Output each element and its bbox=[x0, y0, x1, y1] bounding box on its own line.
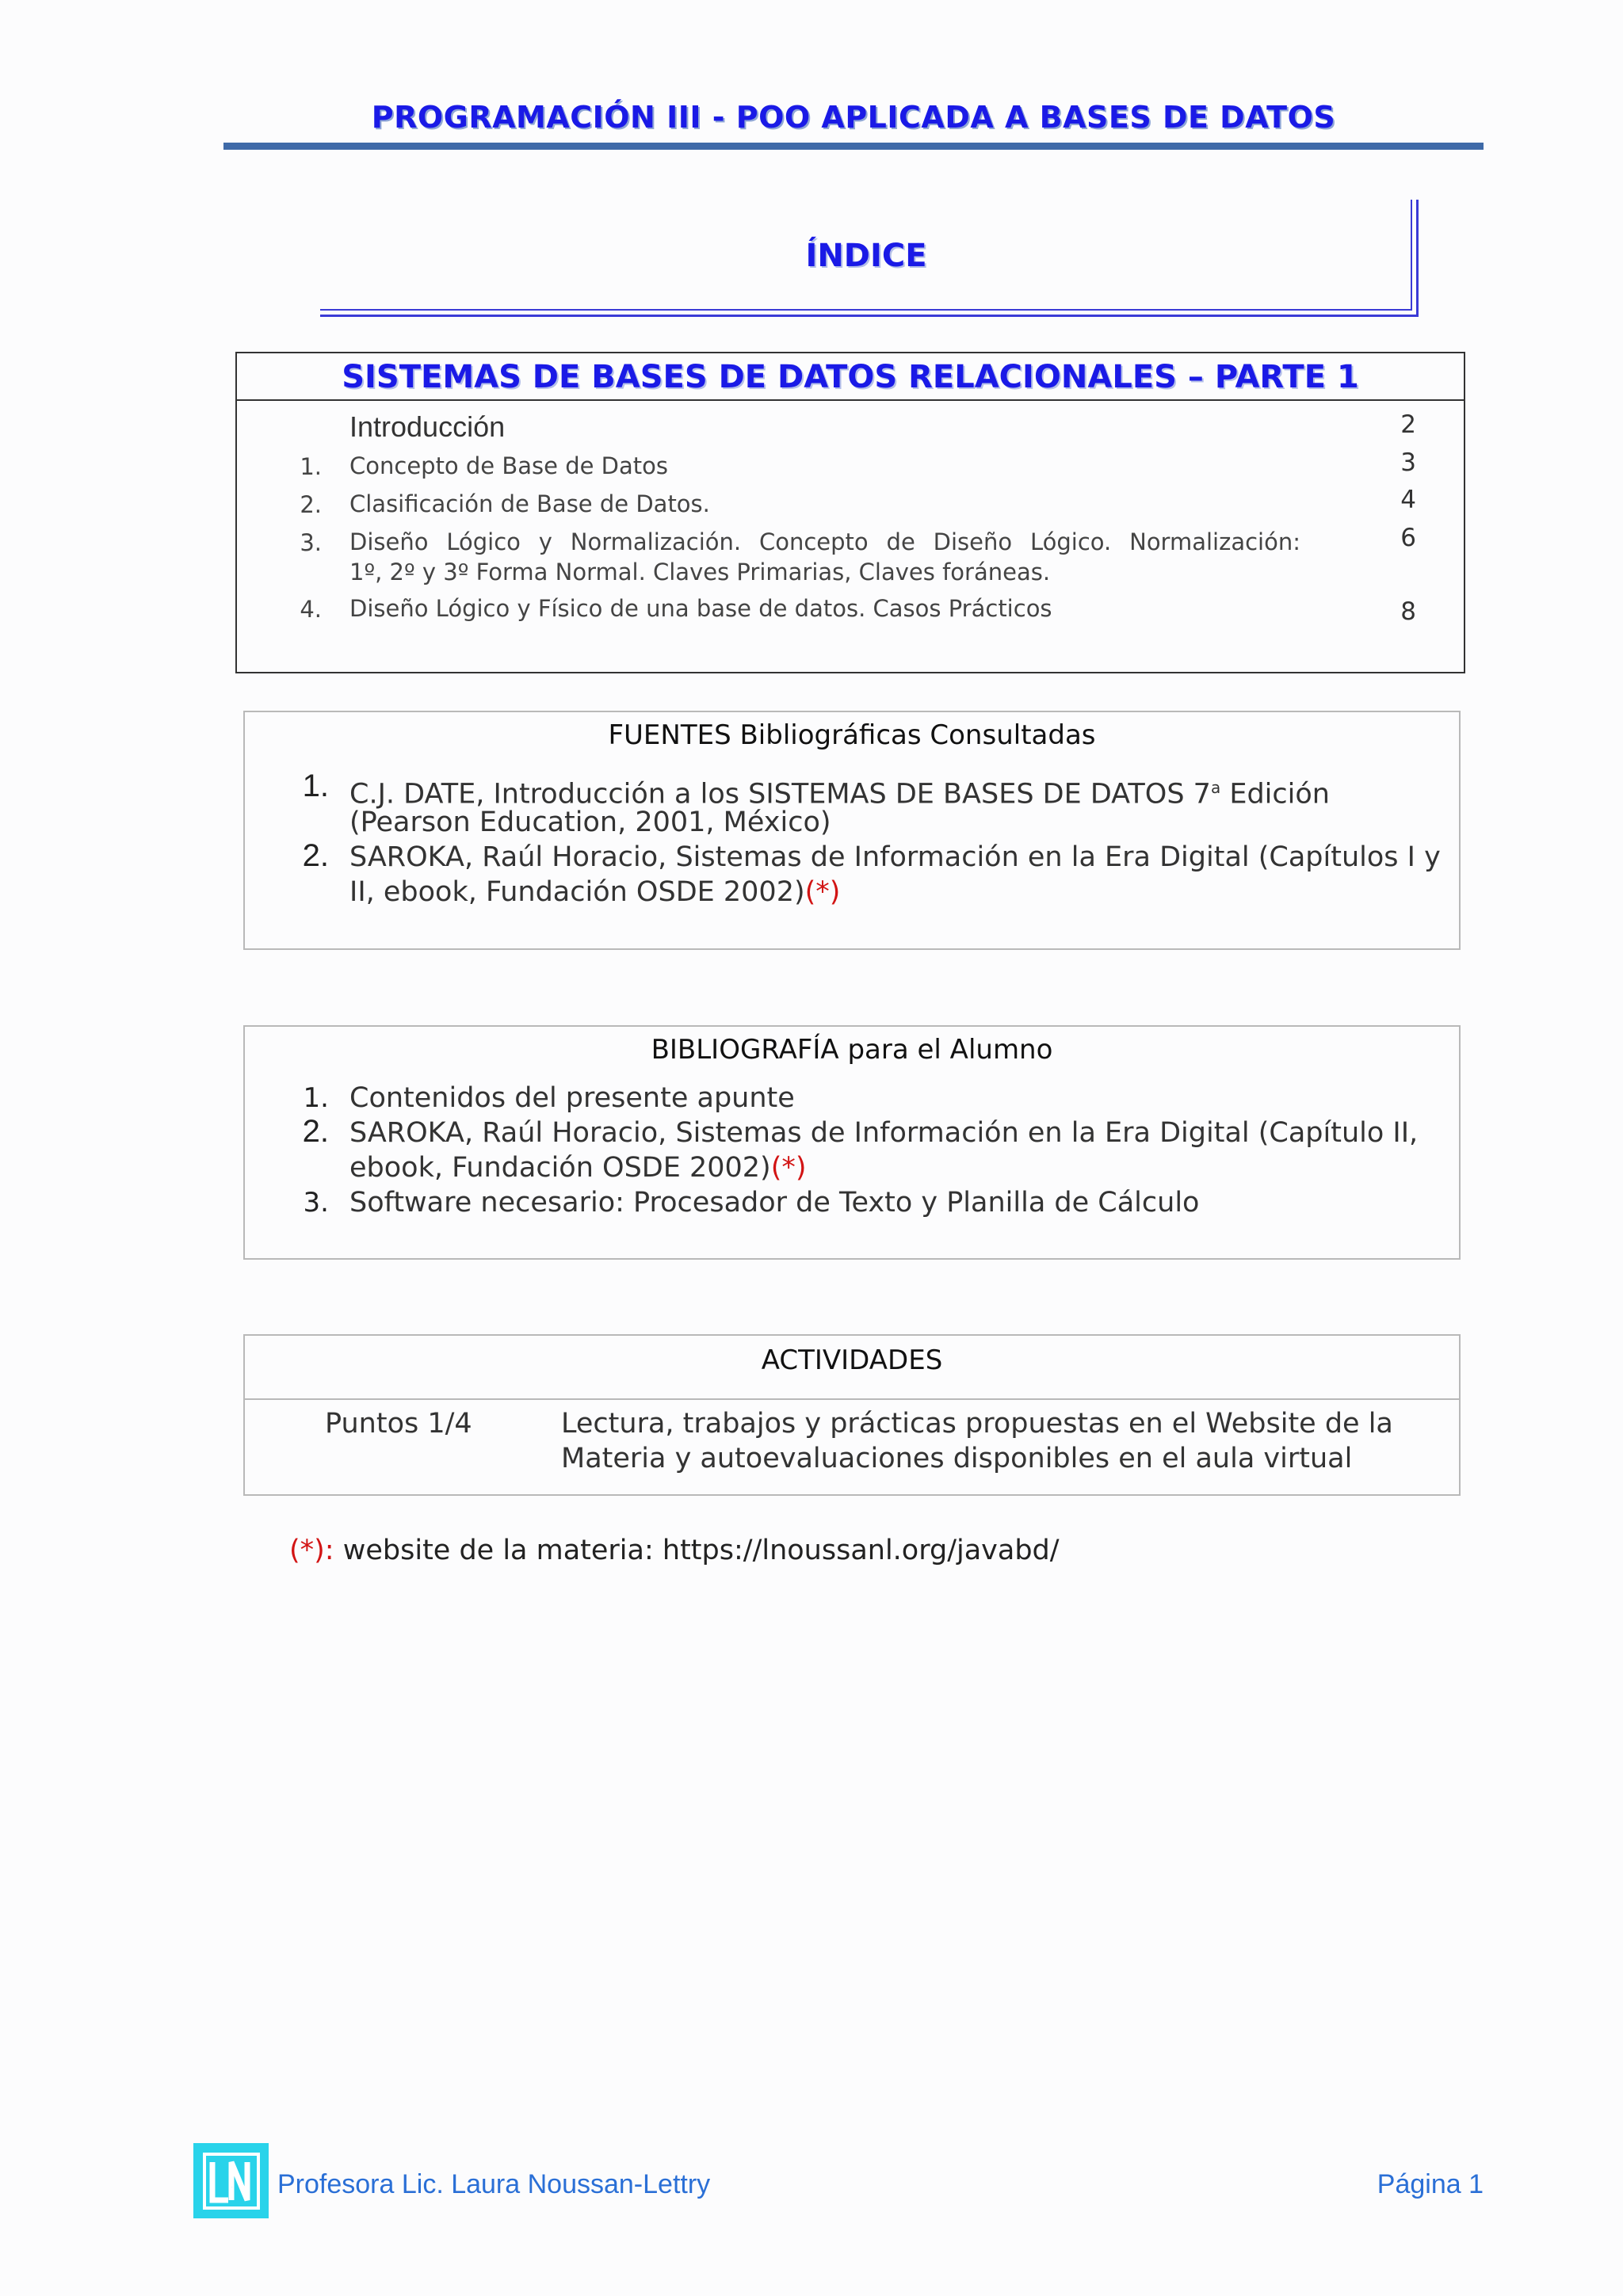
student-bib-item-number: 1. bbox=[303, 1082, 329, 1114]
toc-item-text: Diseño Lógico y Físico de una base de datos. Casos Prácticos bbox=[349, 595, 1052, 622]
footnote-mark: (*): bbox=[289, 1535, 334, 1566]
footer-page-number: Página 1 bbox=[1377, 2169, 1484, 2199]
website-reference-mark: (*) bbox=[770, 1152, 807, 1184]
activities-description: Lectura, trabajos y prácticas propuestas en el Website de la bbox=[561, 1408, 1393, 1440]
header-title: PROGRAMACIÓN III - POO APLICADA A BASES DE DATOS bbox=[371, 100, 1336, 135]
ln-logo-icon bbox=[200, 2149, 263, 2213]
toc-item-text: Diseño Lógico y Normalización. Concepto de Diseño Lógico. Normalización: bbox=[349, 528, 1300, 555]
toc-item-text-continued: 1º, 2º y 3º Forma Normal. Claves Primarias, Claves foráneas. bbox=[349, 559, 1051, 585]
toc-item-text: Clasificación de Base de Datos. bbox=[349, 490, 710, 517]
toc-item-page: 6 bbox=[1400, 524, 1416, 552]
footer-author: Profesora Lic. Laura Noussan-Lettry bbox=[277, 2169, 711, 2199]
sources-item-number: 1. bbox=[302, 769, 329, 803]
toc-item-text: Concepto de Base de Datos bbox=[349, 452, 668, 479]
activities-description-continued: Materia y autoevaluaciones disponibles en el aula virtual bbox=[561, 1443, 1353, 1474]
toc-item-number: 3. bbox=[300, 529, 322, 556]
svg-text:LN: LN bbox=[231, 2187, 232, 2188]
footnote bbox=[289, 1535, 1060, 1566]
sources-item-line: II, ebook, Fundación OSDE 2002)(*) bbox=[349, 876, 841, 908]
header-rule bbox=[223, 143, 1484, 150]
activities-divider bbox=[245, 1398, 1459, 1400]
student-bib-item-number: 3. bbox=[303, 1187, 329, 1219]
sources-title: FUENTES Bibliográficas Consultadas bbox=[608, 719, 1096, 751]
activities-points: Puntos 1/4 bbox=[325, 1408, 472, 1440]
toc-item-number: 4. bbox=[300, 596, 322, 623]
toc-item-page: 8 bbox=[1400, 597, 1416, 626]
index-title: ÍNDICE bbox=[805, 238, 927, 274]
sources-item-line: (Pearson Education, 2001, México) bbox=[349, 807, 831, 838]
student-bib-item-line: SAROKA, Raúl Horacio, Sistemas de Información en la Era Digital (Capítulo II, bbox=[349, 1117, 1419, 1149]
website-reference-mark: (*) bbox=[804, 876, 841, 908]
student-bibliography-title: BIBLIOGRAFÍA para el Alumno bbox=[651, 1034, 1053, 1066]
contents-heading: SISTEMAS DE BASES DE DATOS RELACIONALES – PARTE 1 bbox=[237, 353, 1464, 401]
toc-item-page: 3 bbox=[1400, 448, 1416, 477]
sources-item-line: C.J. DATE, Introducción a los SISTEMAS DE BASES DE DATOS 7$^a$ Edición bbox=[349, 778, 1330, 810]
sources-item-line: SAROKA, Raúl Horacio, Sistemas de Información en la Era Digital (Capítulos I y bbox=[349, 841, 1441, 873]
student-bib-item-line: ebook, Fundación OSDE 2002)(*) bbox=[349, 1152, 807, 1184]
sources-item-number: 2. bbox=[302, 838, 329, 873]
author-logo bbox=[193, 2143, 269, 2218]
toc-intro-label: Introducción bbox=[349, 410, 506, 443]
toc-item-page: 4 bbox=[1400, 486, 1416, 514]
toc-intro-page: 2 bbox=[1400, 410, 1416, 439]
student-bib-item-line: Contenidos del presente apunte bbox=[349, 1082, 795, 1114]
footnote-text: website de la materia: https://lnoussanl.org/javabd/ bbox=[334, 1535, 1060, 1566]
toc-item-number: 1. bbox=[300, 453, 322, 480]
toc-item-number: 2. bbox=[300, 491, 322, 518]
activities-title: ACTIVIDADES bbox=[761, 1344, 943, 1376]
student-bib-item-line: Software necesario: Procesador de Texto y Planilla de Cálculo bbox=[349, 1187, 1200, 1219]
student-bib-item-number: 2. bbox=[302, 1114, 329, 1149]
